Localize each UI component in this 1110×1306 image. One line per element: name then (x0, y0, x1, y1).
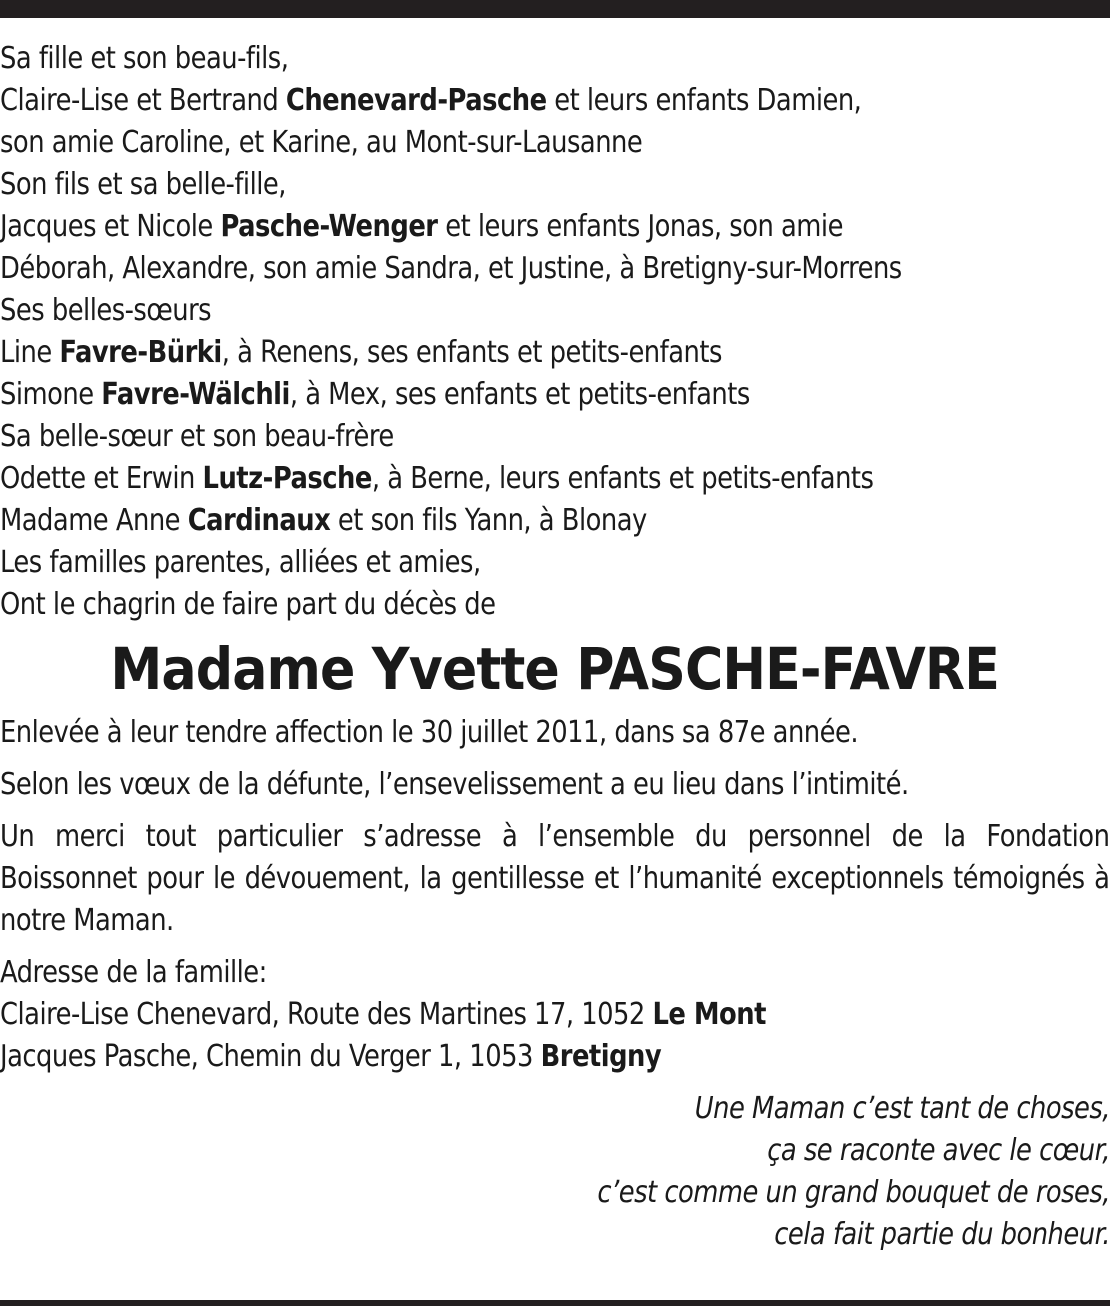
family-surname: Favre-Wälchli (101, 377, 290, 412)
top-rule (0, 0, 1110, 18)
address-locality: Bretigny (540, 1039, 662, 1074)
family-announcement (0, 38, 1109, 626)
family-surname: Pasche-Wenger (220, 209, 438, 244)
family-line: Line Favre-Bürki, à Renens, ses enfants et petits-enfants (0, 335, 722, 370)
family-surname: Favre-Bürki (59, 335, 222, 370)
obituary-notice (0, 38, 1110, 1256)
passing-paragraph: Enlevée à leur tendre affection le 30 juillet 2011, dans sa 87e année. (0, 715, 859, 750)
family-line: Madame Anne Cardinaux et son fils Yann, à Blonay (0, 503, 647, 538)
family-line: Son fils et sa belle-fille, (0, 167, 286, 202)
family-address (0, 952, 1109, 1078)
poem-line: c’est comme un grand bouquet de roses, (597, 1175, 1110, 1210)
family-line: Odette et Erwin Lutz-Pasche, à Berne, leurs enfants et petits-enfants (0, 461, 874, 496)
thanks-paragraph: Un merci tout particulier s’adresse à l’ensemble du personnel de la Fondation Boissonnet pour le dévouement, la gentillesse et l’humanité exceptionnels témoignés à notre Maman. (0, 819, 1110, 938)
poem-line: ça se raconte avec le cœur, (767, 1133, 1110, 1168)
address-locality: Le Mont (652, 997, 766, 1032)
address-line: Jacques Pasche, Chemin du Verger 1, 1053 Bretigny (0, 1039, 662, 1074)
family-surname: Chenevard-Pasche (285, 83, 547, 118)
family-line: Sa fille et son beau-fils, (0, 41, 289, 76)
family-line: Sa belle-sœur et son beau-frère (0, 419, 394, 454)
bottom-rule (0, 1300, 1110, 1306)
poem-line: Une Maman c’est tant de choses, (694, 1091, 1110, 1126)
poem-line: cela fait partie du bonheur. (774, 1217, 1110, 1252)
family-line: Les familles parentes, alliées et amies, (0, 545, 481, 580)
family-line: Déborah, Alexandre, son amie Sandra, et Justine, à Bretigny-sur-Morrens (0, 251, 902, 286)
address-line: Claire-Lise Chenevard, Route des Martines 17, 1052 Le Mont (0, 997, 766, 1032)
family-line: Jacques et Nicole Pasche-Wenger et leurs enfants Jonas, son amie (0, 209, 843, 244)
family-line: son amie Caroline, et Karine, au Mont-sur-Lausanne (0, 125, 643, 160)
family-line: Simone Favre-Wälchli, à Mex, ses enfants et petits-enfants (0, 377, 750, 412)
family-surname: Cardinaux (187, 503, 331, 538)
family-line: Ses belles-sœurs (0, 293, 212, 328)
address-heading: Adresse de la famille: (0, 955, 267, 990)
deceased-name: Madame Yvette PASCHE-FAVRE (110, 635, 1000, 703)
family-line: Ont le chagrin de faire part du décès de (0, 587, 496, 622)
burial-paragraph: Selon les vœux de la défunte, l’ensevelissement a eu lieu dans l’intimité. (0, 767, 909, 802)
memorial-poem (1, 1088, 1110, 1256)
family-surname: Lutz-Pasche (202, 461, 372, 496)
family-line: Claire-Lise et Bertrand Chenevard-Pasche et leurs enfants Damien, (0, 83, 862, 118)
